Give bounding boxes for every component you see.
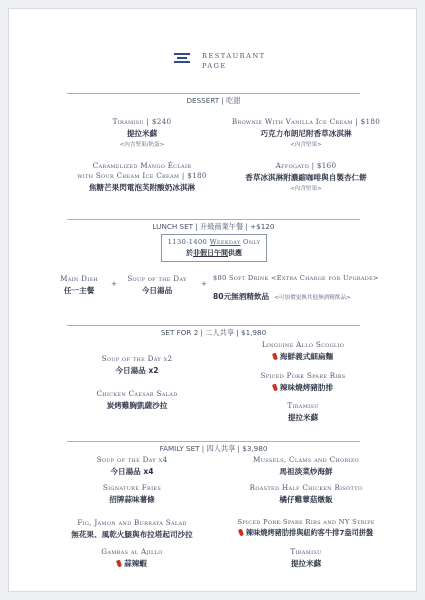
plus-sign: + (201, 279, 208, 288)
lunch-soup: Soup of the Day 今日湯品 (127, 274, 187, 295)
menu-item: Spiced Pork Spare Ribs and NY Stripe 辣味燒烤豬肋排與紐約客牛排7盎司拼盤 (237, 518, 375, 537)
menu-item: Mussels, Clams and Chorizo 馬祖淡菜炒海鮮 (253, 455, 359, 476)
menu-item: Roasted Half Chicken Risotto 橘仔雞蕈菇燉飯 (249, 483, 363, 504)
menu-item: Affogato | $160 香草冰淇淋附濃縮咖啡與自製杏仁餅 <內含堅果> (245, 161, 367, 192)
chili-icon (272, 384, 278, 392)
brand-line2: PAGE (202, 62, 227, 70)
menu-item: Signature Fries 招牌蒜味薯條 (102, 483, 162, 504)
menu-item: Chicken Caesar Salad 炭烤雞胸凱薩沙拉 (96, 389, 178, 410)
menu-page (8, 8, 417, 592)
chili-icon (272, 353, 278, 361)
section-header-lunch: LUNCH SET | 升級商業午餐 | +$120 (149, 222, 279, 231)
logo-icon (174, 53, 190, 65)
section-header-dessert: DESSERT | 吃甜 (183, 96, 245, 105)
menu-item: Gambas al Ajillo 蒜辣蝦 (101, 547, 163, 568)
menu-item: Brownie With Vanilla Ice Cream | $180 巧克力布朗尼附香草冰淇淋 <內含堅果> (231, 117, 381, 148)
menu-item: Tiramisu | $240 提拉米蘇 <內含堅果/奶蛋> (112, 117, 172, 148)
menu-item: Linguine Allo Scoglio 海鮮義式細扁麵 (261, 340, 345, 361)
menu-item: Tiramisu 提拉米蘇 (290, 547, 322, 568)
lunch-hours-box: 1130-1400 Weekday Only 於非假日午間供應 (161, 234, 267, 262)
lunch-drink: $80 Soft Drink <Extra Charge for Upgrade> 80元無酒精飲品 <可加價更換其他無酒精飲品> (213, 274, 379, 301)
brand-line1: RESTAURANT (202, 52, 266, 60)
section-header-family: FAMILY SET | 四人共享 | $3,980 (156, 444, 272, 453)
menu-item: Caramelized Mango Éclair with Sour Cream Ice Cream | $180 焦糖芒果閃電泡芙附酸奶冰淇淋 (77, 161, 207, 192)
menu-item: Spiced Pork Spare Ribs 辣味燒烤豬肋排 (260, 371, 346, 392)
plus-sign: + (111, 279, 118, 288)
menu-item: Tiramisu 提拉米蘇 (287, 401, 319, 422)
chili-icon (238, 529, 244, 537)
menu-item: Fig, Jamon and Burrata Salad 無花果、風乾火腿與布拉塔起司沙拉 (71, 518, 193, 539)
menu-item: Soup of the Day x4 今日湯品 x4 (96, 455, 168, 476)
chili-icon (116, 560, 122, 568)
section-header-set2: SET FOR 2 | 二人共享 | $1,980 (157, 328, 270, 337)
lunch-main-dish: Main Dish 任一主餐 (60, 274, 98, 295)
menu-item: Soup of the Day x2 今日湯品 x2 (101, 354, 173, 375)
